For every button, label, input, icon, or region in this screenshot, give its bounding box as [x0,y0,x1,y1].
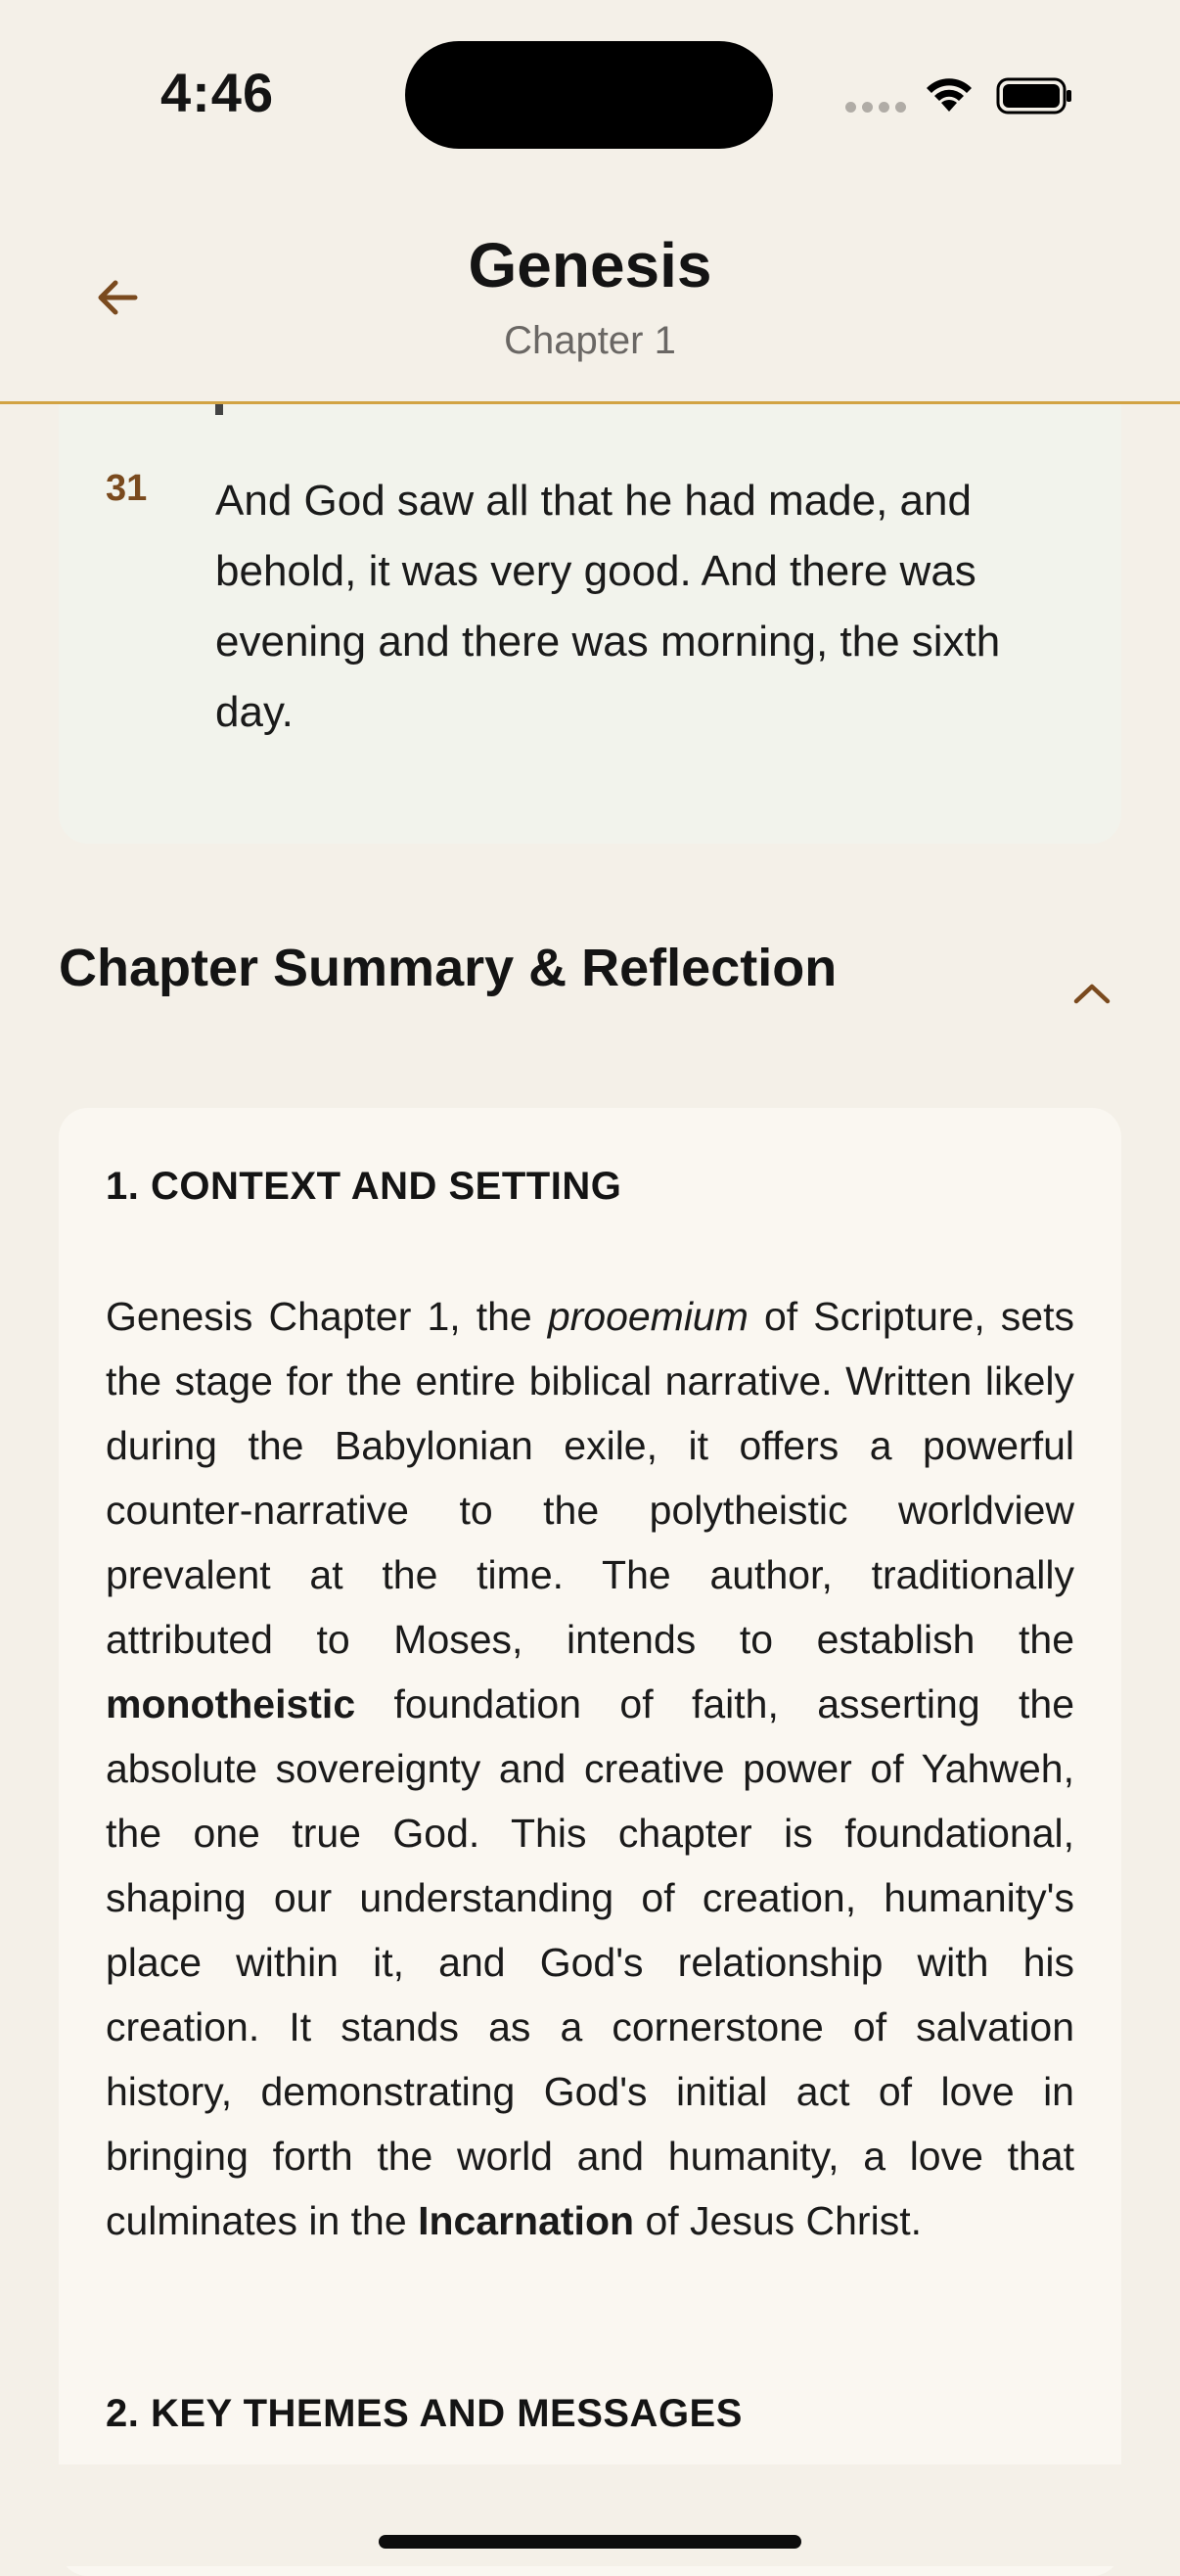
summary-text: of Jesus Christ. [634,2198,922,2243]
summary-strong: Incarnation [418,2198,635,2243]
verse-text[interactable]: And God saw all that he had made, and behold, it was very good. And there was evening and there was morning, the sixth day. [215,477,1001,736]
summary-text: of Scripture, sets the stage for the entire biblical narrative. Written likely during the Babylonian exile, it offers a powerful counter-narrative to the polytheistic worldview prevalent at the time. The author, traditionally attributed to Moses, intends to establish the [106,1294,1075,1662]
summary-text: Genesis Chapter 1, the [106,1294,548,1339]
status-time: 4:46 [160,62,275,123]
navigation-header [0,196,1180,404]
summary-text: foundation of faith, asserting the absolute sovereignty and creative power of Yahweh, the one true God. This chapter is foundational, shaping our understanding of creation, humanity's place within it, and God's relationship with his creation. It stands as a cornerstone of salvation history, demonstrating God's initial act of love in bringing forth the world and humanity, a love that culminates in the [106,1681,1074,2243]
wifi-icon [922,72,976,115]
summary-heading-themes: 2. KEY THEMES AND MESSAGES [106,2392,743,2435]
summary-section-title[interactable]: Chapter Summary & Reflection [59,939,838,997]
verse-card [59,352,1121,844]
summary-heading-context: 1. CONTEXT AND SETTING [106,1165,622,1208]
summary-emphasis: prooemium [547,1294,749,1339]
cellular-signal-icon [845,102,906,113]
chapter-subtitle: Chapter 1 [504,319,676,362]
battery-icon [996,76,1074,115]
bottom-safe-area [0,2464,1180,2566]
verse-number: 31 [106,468,148,509]
home-indicator[interactable] [379,2535,801,2549]
dynamic-island [405,41,773,149]
summary-strong: monotheistic [106,1681,356,1726]
chevron-up-icon [1070,980,1113,1007]
page-title: Genesis [468,230,712,300]
summary-card [59,1108,1121,2576]
summary-paragraph [106,1284,1074,2253]
collapse-summary-button[interactable] [1063,969,1121,1018]
status-bar [0,0,1180,196]
